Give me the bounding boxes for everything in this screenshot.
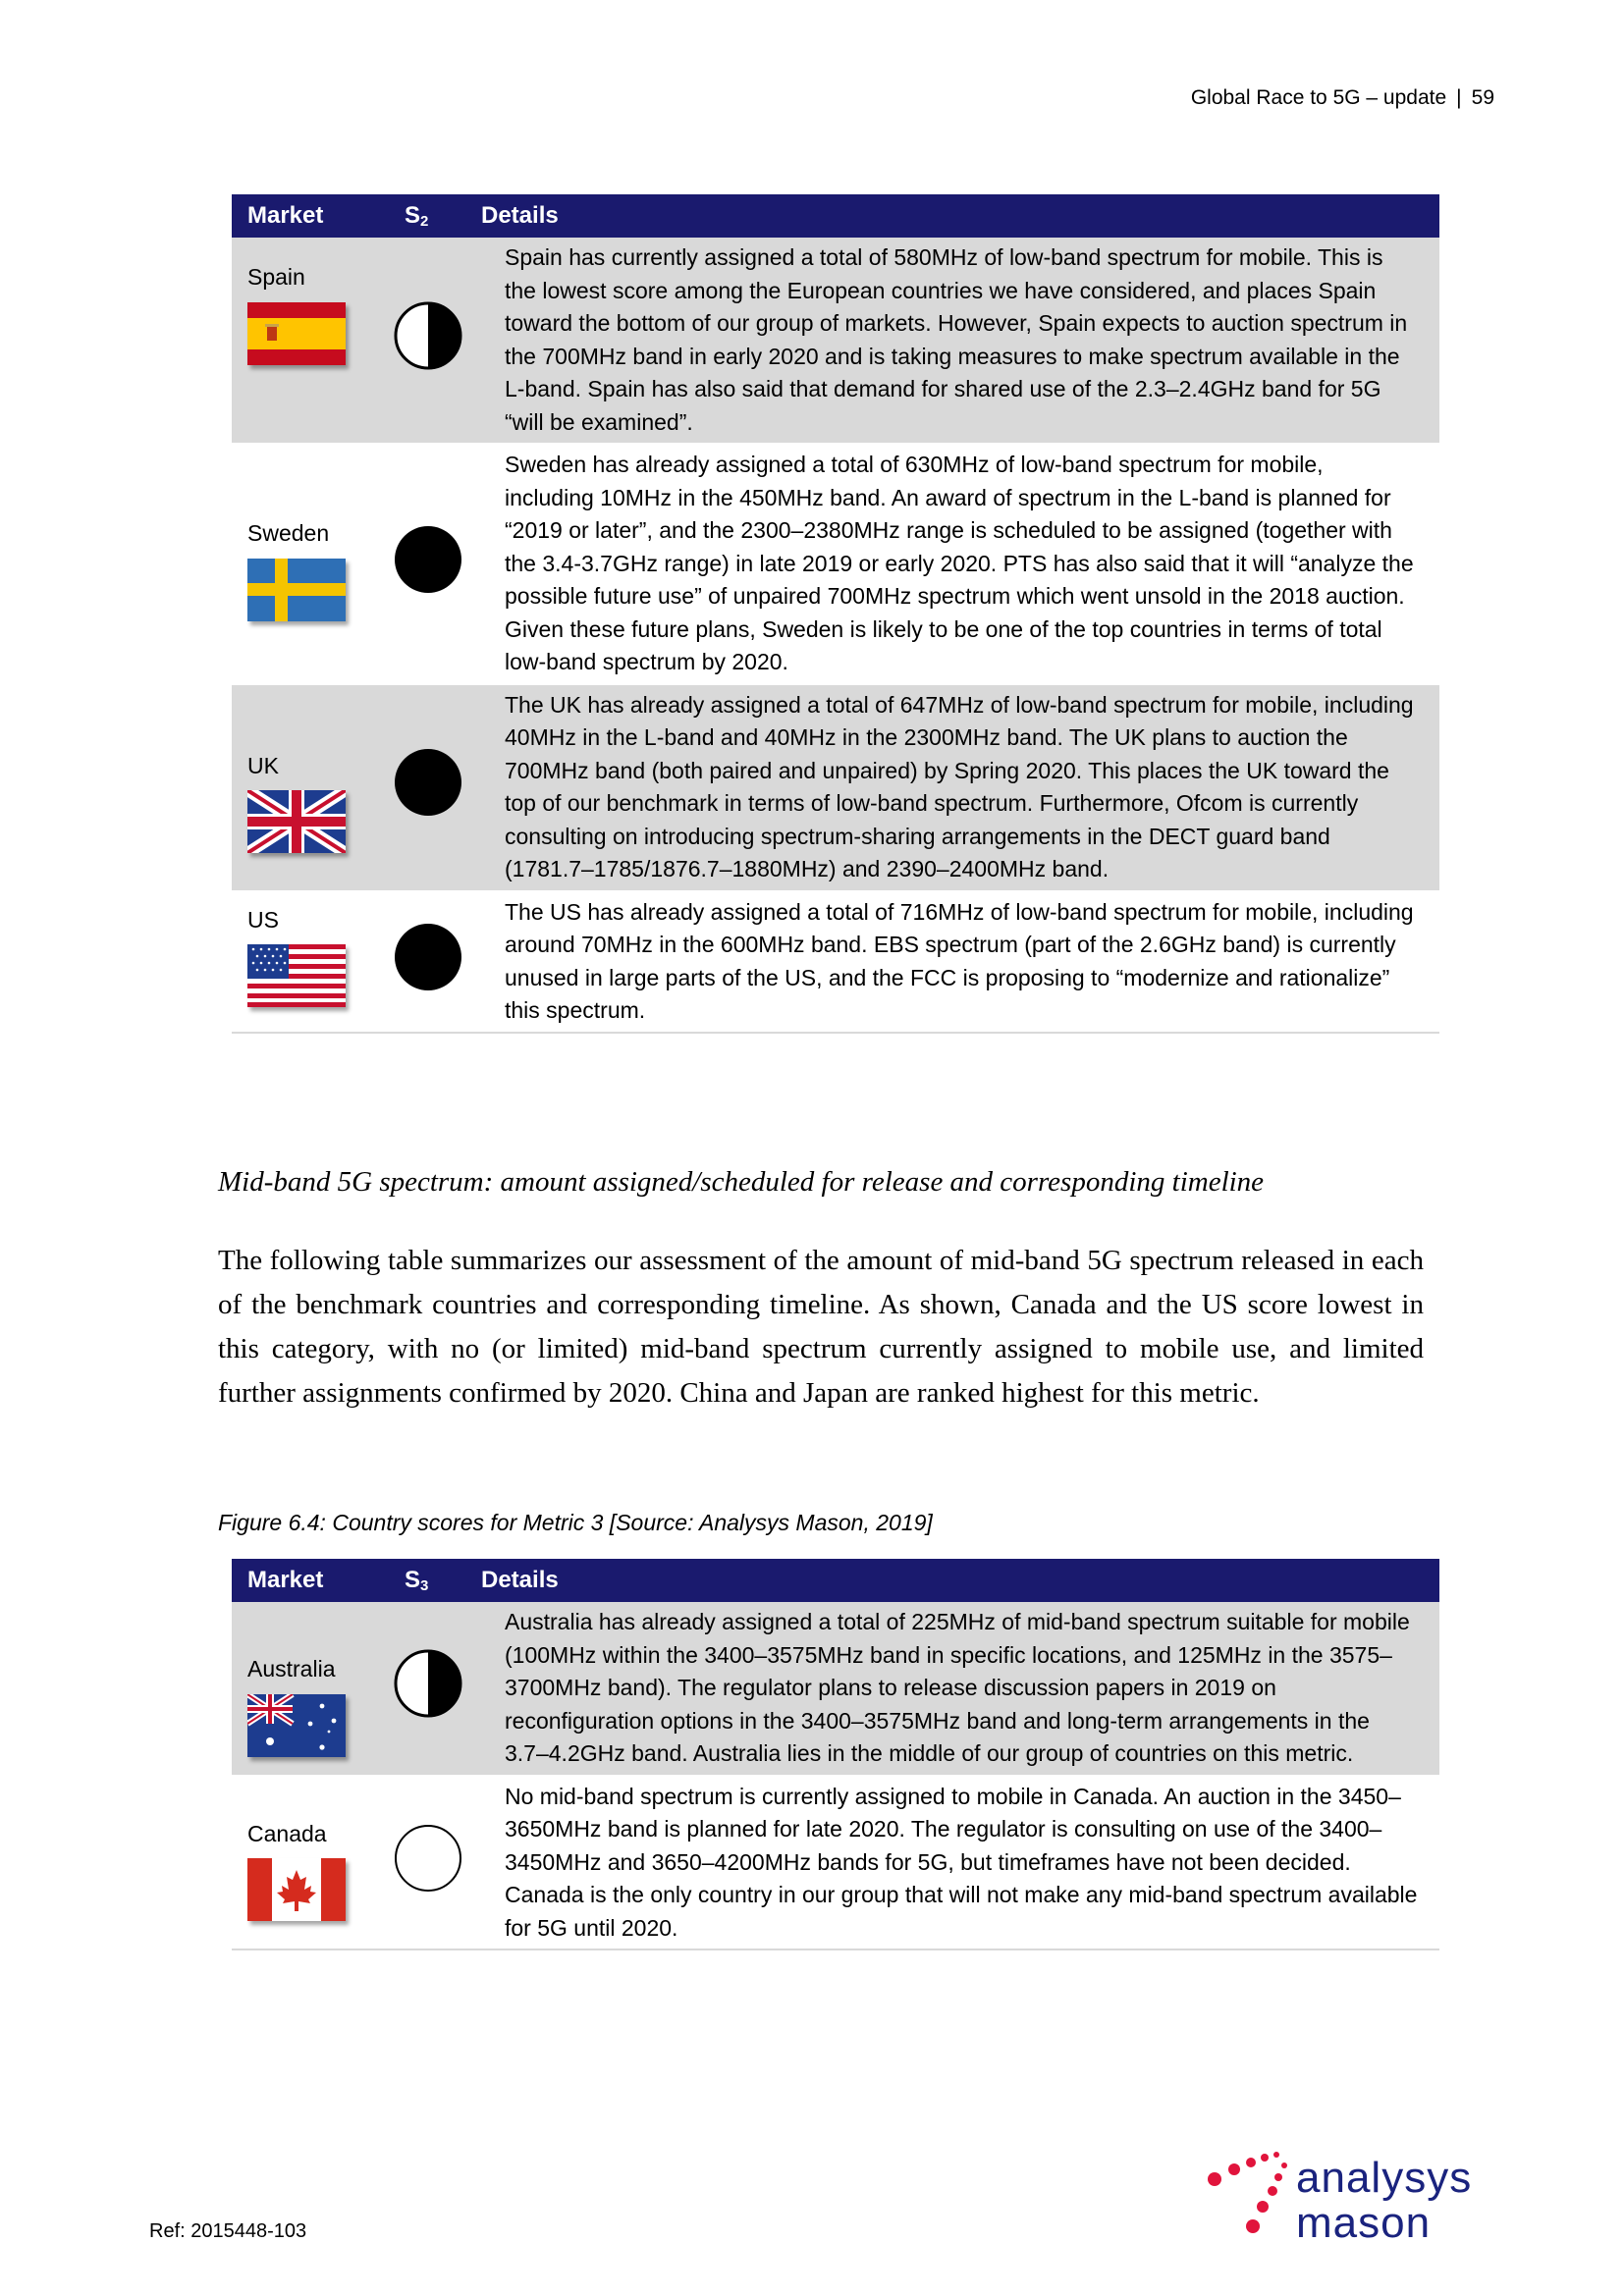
body-paragraph: The following table summarizes our assessment of the amount of mid-band 5G spectrum released in each of the benchmark countries and corresponding timeline. As shown, Canada and the US score lowest in this category, with no (or limited) mid-band spectrum currently assigned to mobile use, and limited further assignments confirmed by 2020. China and Japan are ranked highest for this metric. (218, 1245, 1424, 1409)
section-subheading: Mid-band 5G spectrum: amount assigned/scheduled for release and corresponding timeline (218, 1166, 1265, 1198)
us-flag-icon (247, 944, 346, 1007)
column-header-score (391, 1559, 465, 1602)
score-cell (391, 444, 465, 684)
uk-flag-icon (247, 790, 346, 853)
table-header-row (232, 1559, 1439, 1602)
market-cell (232, 444, 391, 684)
table-row (232, 444, 1439, 684)
table-metric-2 (232, 194, 1439, 1034)
score-cell (391, 1776, 465, 1950)
market-name: Spain (247, 264, 305, 290)
table-row (232, 1776, 1439, 1950)
empty-circle-score-icon (393, 1823, 463, 1894)
half-circle-score-icon (393, 300, 463, 371)
sweden-flag-icon (247, 559, 346, 621)
market-cell (232, 891, 391, 1033)
figure-caption: Figure 6.4: Country scores for Metric 3 [Source: Analysys Mason, 2019] (218, 1510, 933, 1535)
market-cell (232, 1602, 391, 1776)
market-cell (232, 238, 391, 444)
australia-flag-icon (247, 1694, 346, 1757)
column-header-market: Market (232, 194, 391, 238)
running-header (1191, 86, 1494, 110)
column-header-market: Market (232, 1559, 391, 1602)
document-title: Global Race to 5G – update (1190, 86, 1447, 109)
table-row (232, 684, 1439, 891)
logo-dots-icon (1206, 2146, 1294, 2254)
full-circle-score-icon (393, 524, 463, 595)
header-separator: | (1456, 86, 1462, 109)
market-cell (232, 1776, 391, 1950)
table-header-row (232, 194, 1439, 238)
market-cell (232, 684, 391, 891)
table-row (232, 1602, 1439, 1776)
column-header-details: Details (465, 1559, 1439, 1602)
details-cell: Spain has currently assigned a total of 580MHz of low-band spectrum for mobile. This is the lowest score among the European countries we have considered, and places Spain toward the bottom of our group of markets. However, Spain expects to auction spectrum in the 700MHz band in early 2020 and is taking measures to make spectrum available in the L-band. Spain has also said that demand for shared use of the 2.3–2.4GHz band for 5G “will be examined”. (465, 238, 1439, 444)
market-name: Sweden (247, 520, 330, 546)
canada-flag-icon (247, 1858, 346, 1921)
full-circle-score-icon (393, 747, 463, 818)
score-header-letter: S (405, 1567, 421, 1593)
details-cell: Australia has already assigned a total of 225MHz of mid-band spectrum suitable for mobile (100MHz within the 3400–3575MHz band in specific locations, and 125MHz in the 3575–3700MHz band). The regulator plans to release discussion papers in 2019 on reconfiguration options in the 3400–3575MHz band and long-term arrangements in the 3.7–4.2GHz band. Australia lies in the middle of our group of countries on this metric. (465, 1602, 1439, 1776)
score-cell (391, 684, 465, 891)
market-name: UK (247, 752, 279, 778)
full-circle-score-icon (393, 922, 463, 992)
details-cell: The US has already assigned a total of 716MHz of low-band spectrum for mobile, including around 70MHz in the 600MHz band. EBS spectrum (part of the 2.6GHz band) is currently unused in large parts of the US, and the FCC is proposing to “modernize and rationalize” this spectrum. (465, 891, 1439, 1033)
table-metric-3 (232, 1559, 1439, 1950)
market-name: US (247, 906, 279, 933)
score-header-letter: S (405, 202, 421, 229)
analysys-mason-logo (1206, 2146, 1520, 2254)
score-cell (391, 238, 465, 444)
column-header-details: Details (465, 194, 1439, 238)
footer-reference: Ref: 2015448-103 (149, 2220, 307, 2242)
details-cell: The UK has already assigned a total of 647MHz of low-band spectrum for mobile, including 40MHz in the L-band and 40MHz in the 2300MHz band. The UK plans to auction the 700MHz band (both paired and unpaired) by Spring 2020. This places the UK toward the top of our benchmark in terms of low-band spectrum. Furthermore, Ofcom is currently consulting on introducing spectrum-sharing arrangements in the DECT guard band (1781.7–1785/1876.7–1880MHz) and 2390–2400MHz band. (465, 684, 1439, 891)
logo-text-mason: mason (1296, 2199, 1432, 2247)
score-cell (391, 891, 465, 1033)
page-number: 59 (1471, 86, 1494, 109)
table-row (232, 238, 1439, 444)
score-header-subscript: 2 (420, 213, 429, 230)
market-name: Canada (247, 1820, 327, 1846)
half-circle-score-icon (393, 1648, 463, 1719)
table-row (232, 891, 1439, 1033)
details-cell: No mid-band spectrum is currently assigned to mobile in Canada. An auction in the 3450–3650MHz band is planned for late 2020. The regulator is consulting on use of the 3400–3450MHz and 3650–4200MHz bands for 5G, but timeframes have not been decided. Canada is the only country in our group that will not make any mid-band spectrum available for 5G until 2020. (465, 1776, 1439, 1950)
details-cell: Sweden has already assigned a total of 630MHz of low-band spectrum for mobile, including 10MHz in the 450MHz band. An award of spectrum in the L-band is planned for “2019 or later”, and the 2300–2380MHz range is scheduled to be assigned (together with the 3.4-3.7GHz range) in late 2019 or early 2020. PTS has also said that it will “analyze the possible future use” of unpaired 700MHz spectrum which went unsold in the 2018 auction. Given these future plans, Sweden is likely to be one of the top countries in terms of total low-band spectrum by 2020. (465, 444, 1439, 684)
score-cell (391, 1602, 465, 1776)
score-header-subscript: 3 (420, 1577, 429, 1594)
market-name: Australia (247, 1656, 336, 1682)
logo-text-analysys: analysys (1296, 2154, 1473, 2202)
spain-flag-icon (247, 302, 346, 365)
column-header-score (391, 194, 465, 238)
